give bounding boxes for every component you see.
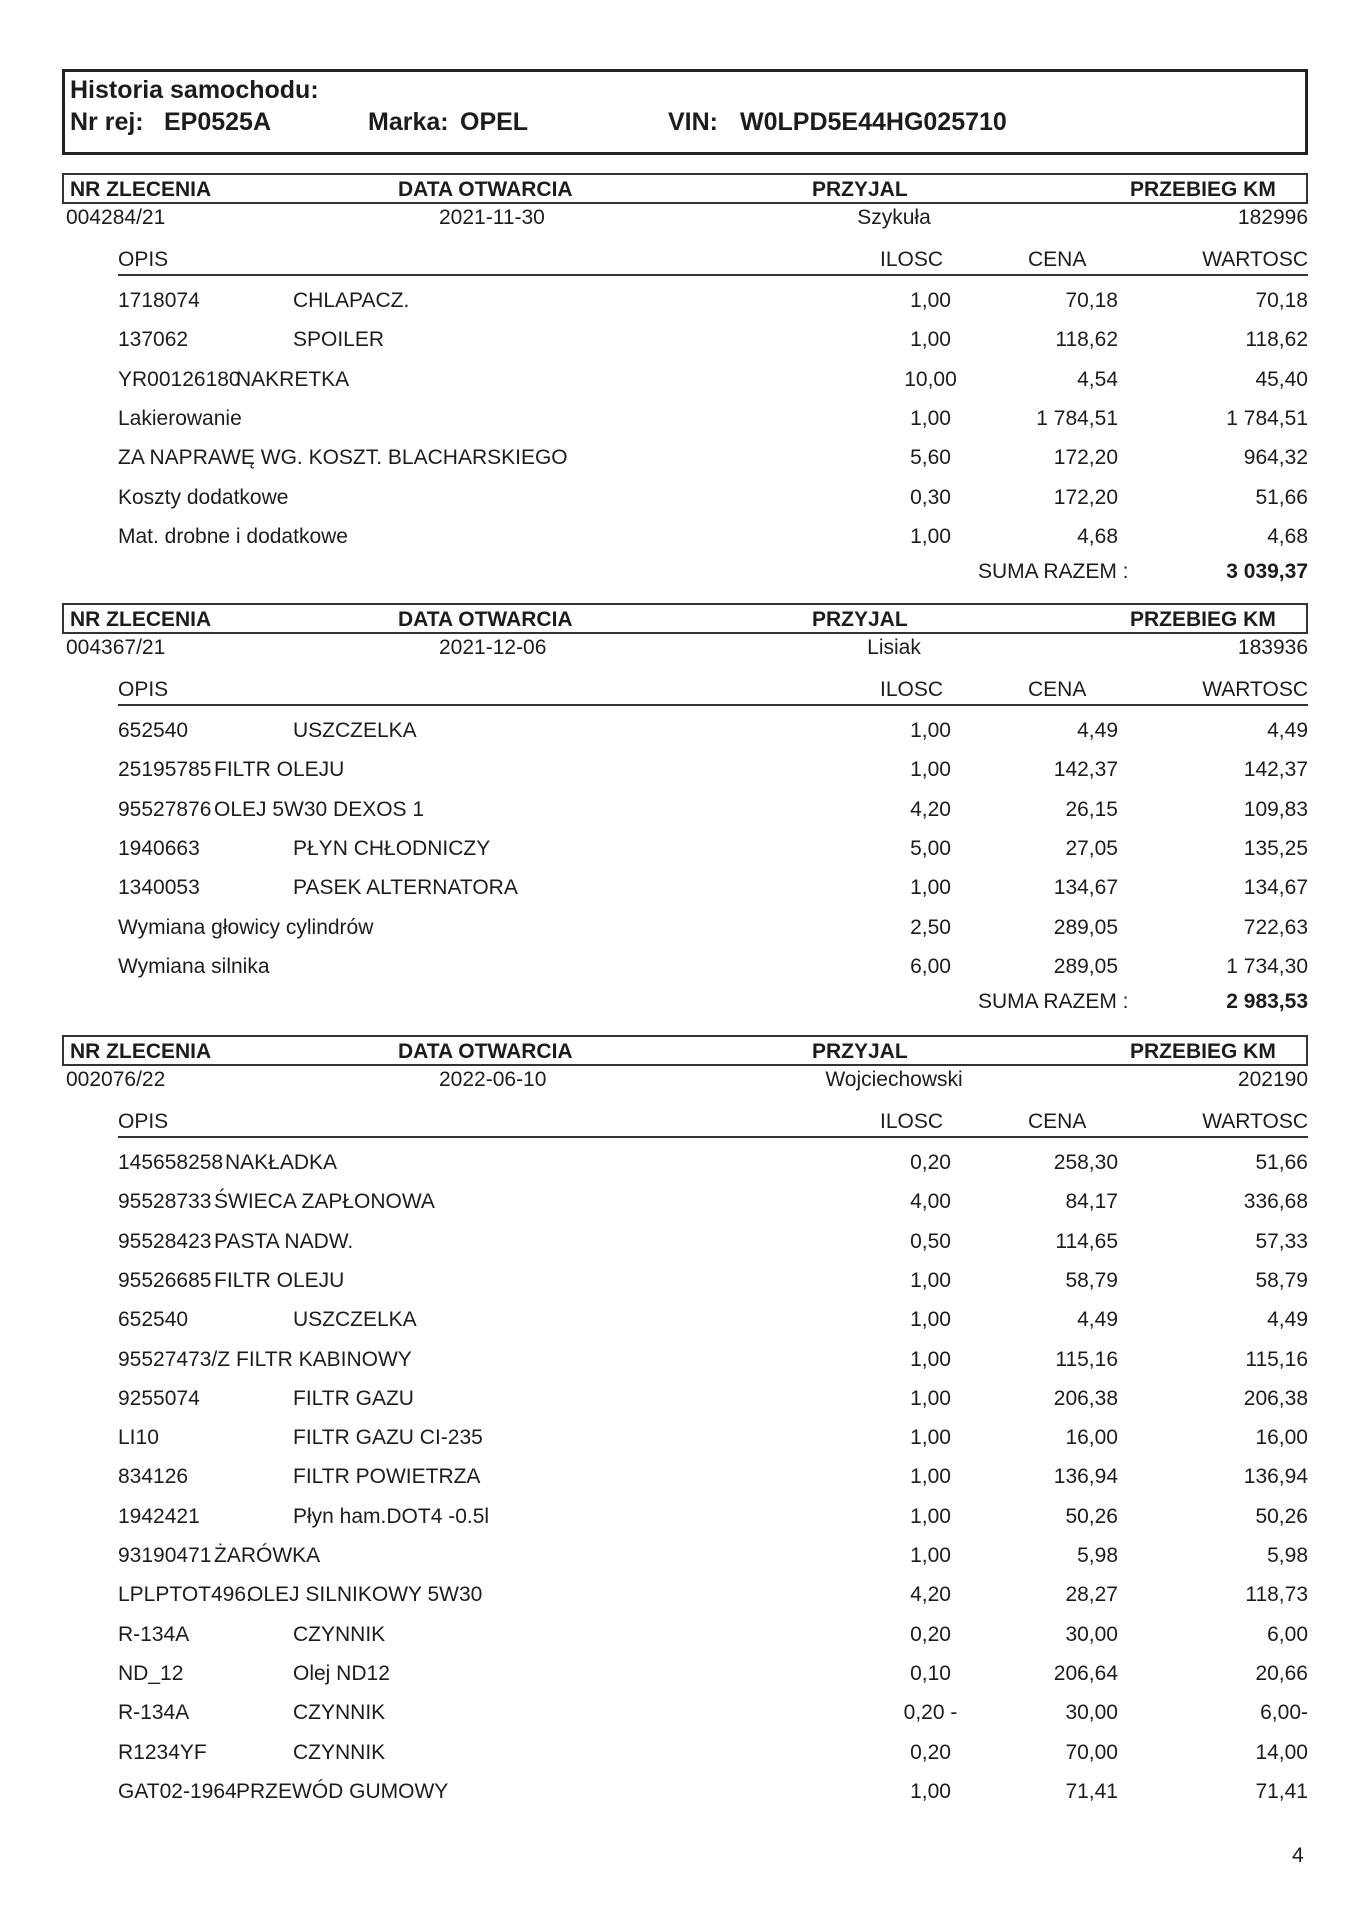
order-info-line [64,634,1309,664]
item-value: 109,83 [1243,798,1308,821]
item-price: 71,41 [1065,1780,1118,1803]
table-row [118,1501,1308,1535]
table-row [118,1579,1308,1613]
item-code: 95528733 [118,1190,212,1213]
nr-zlecenia-label: NR ZLECENIA [70,178,212,201]
item-price: 134,67 [1053,876,1118,899]
item-price: 70,18 [1065,289,1118,312]
item-code: R1234YF [118,1741,207,1764]
item-name: PASTA NADW. [214,1230,354,1253]
item-code: 652540 [118,719,189,742]
col-ilosc: ILOSC [880,678,944,701]
item-quantity: 0,20 [910,1741,951,1764]
item-quantity: 5,00 [910,837,951,860]
col-cena: CENA [1028,1110,1087,1133]
item-value: 4,49 [1267,1308,1308,1331]
table-row [118,1265,1308,1299]
item-value: 5,98 [1267,1544,1308,1567]
order-mileage: 182996 [1237,206,1308,229]
item-value: 118,73 [1245,1583,1308,1606]
item-value: 51,66 [1255,486,1308,509]
items-column-header [118,1106,1308,1138]
item-price: 27,05 [1065,837,1118,860]
item-name: ZA NAPRAWĘ WG. KOSZT. BLACHARSKIEGO [118,446,568,469]
item-price: 142,37 [1053,758,1118,781]
item-value: 57,33 [1255,1230,1308,1253]
item-quantity: 1,00 [910,1505,951,1528]
item-value: 51,66 [1255,1151,1308,1174]
item-value: 6,00 [1267,1623,1308,1646]
item-code: 652540 [118,1308,189,1331]
item-name: Lakierowanie [118,407,242,430]
table-row [118,1147,1308,1181]
order-number: 002076/22 [66,1068,166,1091]
vin-label: VIN: [668,108,718,136]
item-code: 95526685 [118,1269,212,1292]
item-code: 137062 [118,328,189,351]
item-name: ŚWIECA ZAPŁONOWA [214,1190,435,1213]
nr-rej-label: Nr rej: [70,108,144,136]
item-value: 20,66 [1255,1662,1308,1685]
order-header-bar [62,173,1308,204]
item-name: FILTR GAZU CI-235 [293,1426,483,1449]
item-name: CZYNNIK [293,1623,386,1646]
item-name: NAKŁADKA [225,1151,338,1174]
item-price: 118,62 [1055,328,1118,351]
col-cena: CENA [1028,248,1087,271]
item-value: 142,37 [1243,758,1308,781]
vin-value: W0LPD5E44HG025710 [740,108,1007,136]
item-value: 4,49 [1267,719,1308,742]
item-code: 93190471 [118,1544,212,1567]
item-code: LPLPTOT496. [118,1583,252,1606]
order-number: 004367/21 [66,636,166,659]
przyjal-label: PRZYJAL [812,178,908,201]
table-row [118,1344,1308,1378]
item-name: FILTR OLEJU [214,1269,345,1292]
item-code: GAT02-1964 [118,1780,237,1803]
table-row [118,1697,1308,1731]
item-name: Koszty dodatkowe [118,486,289,509]
item-value: 336,68 [1243,1190,1308,1213]
item-name: CHLAPACZ. [293,289,410,312]
item-price: 289,05 [1053,955,1118,978]
order-mileage: 183936 [1237,636,1308,659]
document-title: Historia samochodu: [70,76,319,104]
item-price: 28,27 [1065,1583,1118,1606]
table-row [118,833,1308,867]
sum-label: SUMA RAZEM : [978,990,1129,1013]
col-wartosc: WARTOSC [1202,1110,1308,1133]
item-price: 4,49 [1077,1308,1118,1331]
item-value: 71,41 [1255,1780,1308,1803]
item-name: CZYNNIK [293,1741,386,1764]
item-quantity: 4,00 [910,1190,951,1213]
item-name: PŁYN CHŁODNICZY [293,837,491,860]
item-price: 16,00 [1065,1426,1118,1449]
item-quantity: 0,10 [910,1662,951,1685]
items-column-header [118,674,1308,706]
table-row [118,442,1308,476]
item-quantity: 1,00 [910,1426,951,1449]
order-number: 004284/21 [66,206,166,229]
item-value: 45,40 [1255,368,1308,391]
item-price: 1 784,51 [1036,407,1118,430]
table-row [118,1658,1308,1692]
order-header-bar [62,603,1308,634]
item-name: USZCZELKA [293,1308,417,1331]
item-quantity: 1,00 [910,719,951,742]
col-ilosc: ILOSC [880,248,944,271]
item-price: 289,05 [1053,916,1118,939]
przyjal-label: PRZYJAL [812,608,908,631]
item-value: 50,26 [1255,1505,1308,1528]
item-price: 58,79 [1065,1269,1118,1292]
item-value: 722,63 [1243,916,1308,939]
item-quantity: 1,00 [910,1308,951,1331]
item-quantity: 1,00 [910,525,951,548]
order-receiver: Wojciechowski [825,1068,963,1091]
order-receiver: Szykuła [857,206,931,229]
item-price: 4,49 [1077,719,1118,742]
order-mileage: 202190 [1237,1068,1308,1091]
item-code: 1718074 [118,289,200,312]
table-row [118,521,1308,555]
item-quantity: 1,00 [910,758,951,781]
item-price: 172,20 [1053,446,1118,469]
order-info-line [64,1066,1309,1096]
item-value: 135,25 [1243,837,1308,860]
przebieg-label: PRZEBIEG KM [1130,178,1276,201]
data-otwarcia-label: DATA OTWARCIA [398,608,573,631]
item-quantity: 10,00 [904,368,957,391]
item-quantity: 0,20 - [903,1701,958,1724]
item-value: 4,68 [1267,525,1308,548]
table-row [118,1304,1308,1338]
table-row [118,1540,1308,1574]
item-value: 1 734,30 [1226,955,1308,978]
order-receiver: Lisiak [867,636,921,659]
table-row [118,1186,1308,1220]
item-price: 30,00 [1065,1623,1118,1646]
nr-zlecenia-label: NR ZLECENIA [70,608,212,631]
item-price: 4,68 [1077,525,1118,548]
table-row [118,364,1308,398]
przyjal-label: PRZYJAL [812,1040,908,1063]
table-row [118,715,1308,749]
item-price: 136,94 [1053,1465,1118,1488]
item-quantity: 0,20 [910,1623,951,1646]
order-date: 2022-06-10 [439,1068,547,1091]
table-row [118,324,1308,358]
item-price: 206,38 [1053,1387,1118,1410]
item-quantity: 2,50 [910,916,951,939]
nr-zlecenia-label: NR ZLECENIA [70,1040,212,1063]
item-name: NAKRETKA [236,368,350,391]
item-value: 964,32 [1243,446,1308,469]
item-value: 118,62 [1245,328,1308,351]
item-price: 26,15 [1065,798,1118,821]
item-price: 30,00 [1065,1701,1118,1724]
col-opis: OPIS [118,1110,169,1133]
item-value: 134,67 [1243,876,1308,899]
item-price: 70,00 [1065,1741,1118,1764]
item-name: Wymiana głowicy cylindrów [118,916,374,939]
col-wartosc: WARTOSC [1202,248,1308,271]
item-name: Olej ND12 [293,1662,390,1685]
item-quantity: 1,00 [910,1348,951,1371]
item-name: FILTR GAZU [293,1387,414,1410]
item-price: 50,26 [1065,1505,1118,1528]
sum-label: SUMA RAZEM : [978,560,1129,583]
col-opis: OPIS [118,248,169,271]
order-header-bar [62,1035,1308,1066]
page-number: 4 [1292,1844,1304,1867]
item-quantity: 0,50 [910,1230,951,1253]
items-column-header [118,244,1308,276]
order-sum-value: 3 039,37 [1226,560,1308,583]
item-price: 84,17 [1065,1190,1118,1213]
order-info-line [64,204,1309,234]
item-quantity: 0,30 [910,486,951,509]
item-quantity: 4,20 [910,1583,951,1606]
item-value: 206,38 [1243,1387,1308,1410]
table-row [118,912,1308,946]
data-otwarcia-label: DATA OTWARCIA [398,1040,573,1063]
item-value: 16,00 [1255,1426,1308,1449]
item-code: 95527473/Z [118,1348,231,1371]
item-value: 6,00- [1260,1701,1308,1724]
item-quantity: 4,20 [910,798,951,821]
col-ilosc: ILOSC [880,1110,944,1133]
item-code: 1340053 [118,876,200,899]
col-cena: CENA [1028,678,1087,701]
col-opis: OPIS [118,678,169,701]
item-quantity: 1,00 [910,1465,951,1488]
item-code: 834126 [118,1465,189,1488]
item-code: ND_12 [118,1662,184,1685]
item-code: 145658258 [118,1151,224,1174]
item-quantity: 1,00 [910,1269,951,1292]
item-name: Płyn ham.DOT4 -0.5l [293,1505,490,1528]
item-price: 258,30 [1053,1151,1118,1174]
item-code: R-134A [118,1701,190,1724]
item-quantity: 0,20 [910,1151,951,1174]
item-quantity: 1,00 [910,876,951,899]
order-sum-line [900,988,1310,1018]
item-price: 114,65 [1055,1230,1118,1253]
item-code: YR00126180 [118,368,241,391]
item-quantity: 1,00 [910,1544,951,1567]
item-name: PRZEWÓD GUMOWY [236,1780,449,1803]
item-value: 136,94 [1243,1465,1308,1488]
item-code: R-134A [118,1623,190,1646]
order-sum-line [900,558,1310,588]
item-code: 95527876 [118,798,212,821]
item-name: CZYNNIK [293,1701,386,1724]
item-name: SPOILER [293,328,385,351]
marka-label: Marka: [368,108,449,136]
przebieg-label: PRZEBIEG KM [1130,608,1276,631]
item-name: Wymiana silnika [118,955,270,978]
table-row [118,872,1308,906]
data-otwarcia-label: DATA OTWARCIA [398,178,573,201]
item-value: 14,00 [1255,1741,1308,1764]
item-value: 58,79 [1255,1269,1308,1292]
item-quantity: 5,60 [910,446,951,469]
table-row [118,1461,1308,1495]
item-value: 1 784,51 [1226,407,1308,430]
item-name: FILTR OLEJU [214,758,345,781]
item-value: 70,18 [1255,289,1308,312]
table-row [118,794,1308,828]
item-price: 172,20 [1053,486,1118,509]
item-quantity: 6,00 [910,955,951,978]
item-code: LI10 [118,1426,159,1449]
item-name: OLEJ 5W30 DEXOS 1 [214,798,425,821]
table-row [118,754,1308,788]
item-price: 5,98 [1077,1544,1118,1567]
table-row [118,1226,1308,1260]
item-name: USZCZELKA [293,719,417,742]
table-row [118,1619,1308,1653]
item-quantity: 1,00 [910,328,951,351]
item-value: 115,16 [1245,1348,1308,1371]
item-name: FILTR KABINOWY [236,1348,412,1371]
order-date: 2021-12-06 [439,636,547,659]
table-row [118,285,1308,319]
item-quantity: 1,00 [910,1387,951,1410]
table-row [118,951,1308,985]
order-sum-value: 2 983,53 [1226,990,1308,1013]
item-price: 115,16 [1055,1348,1118,1371]
table-row [118,1383,1308,1417]
item-name: ŻARÓWKA [214,1544,321,1567]
item-code: 1942421 [118,1505,200,1528]
item-quantity: 1,00 [910,1780,951,1803]
item-price: 4,54 [1077,368,1118,391]
order-date: 2021-11-30 [439,206,545,229]
item-code: 25195785 [118,758,212,781]
marka-value: OPEL [460,108,529,136]
item-code: 1940663 [118,837,200,860]
item-name: FILTR POWIETRZA [293,1465,481,1488]
item-code: 95528423 [118,1230,212,1253]
table-row [118,403,1308,437]
col-wartosc: WARTOSC [1202,678,1308,701]
nr-rej-value: EP0525A [164,108,272,136]
item-price: 206,64 [1053,1662,1118,1685]
item-quantity: 1,00 [910,407,951,430]
przebieg-label: PRZEBIEG KM [1130,1040,1276,1063]
table-row [118,1776,1308,1810]
item-quantity: 1,00 [910,289,951,312]
item-name: OLEJ SILNIKOWY 5W30 [247,1583,483,1606]
item-name: Mat. drobne i dodatkowe [118,525,348,548]
table-row [118,482,1308,516]
item-name: PASEK ALTERNATORA [293,876,518,899]
table-row [118,1422,1308,1456]
item-code: 9255074 [118,1387,200,1410]
table-row [118,1737,1308,1771]
